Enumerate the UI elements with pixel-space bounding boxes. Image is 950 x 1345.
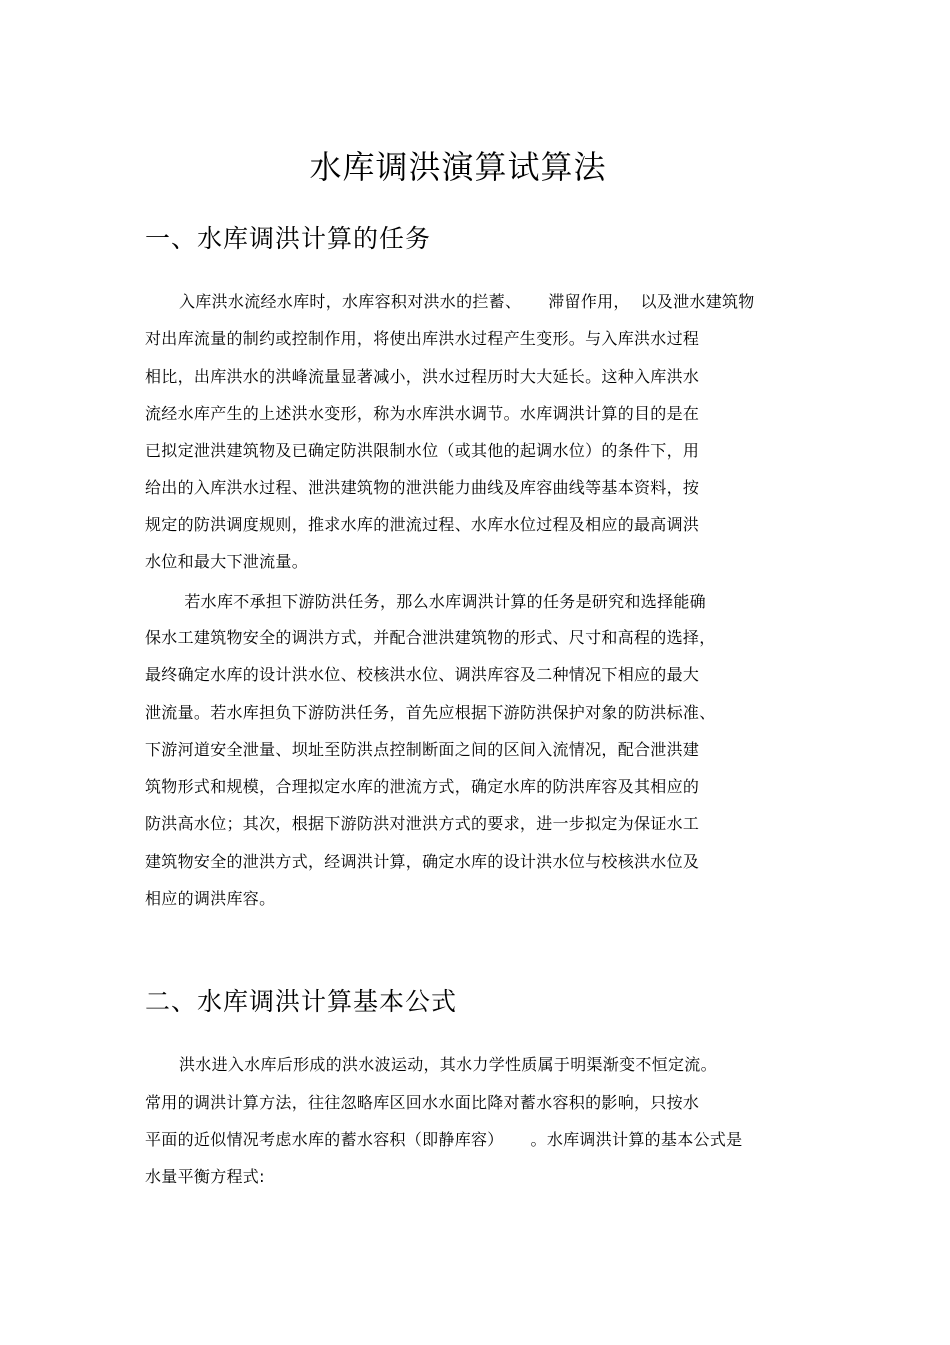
text-line: 防洪高水位；其次，根据下游防洪对泄洪方式的要求，进一步拟定为保证水工: [145, 814, 700, 833]
text-line: 最终确定水库的设计洪水位、校核洪水位、调洪库容及二种情况下相应的最大: [145, 665, 700, 684]
text-line: 给出的入库洪水过程、泄洪建筑物的泄洪能力曲线及库容曲线等基本资料，按: [145, 478, 700, 497]
document-title: 水库调洪演算试算法: [309, 148, 607, 186]
text-line: 常用的调洪计算方法，往往忽略库区回水水面比降对蓄水容积的影响，只按水: [145, 1093, 700, 1112]
text-line: 若水库不承担下游防洪任务，那么水库调洪计算的任务是研究和选择能确: [179, 592, 706, 611]
text-line: 已拟定泄洪建筑物及已确定防洪限制水位（或其他的起调水位）的条件下，用: [145, 441, 700, 460]
text-line: 相应的调洪库容。: [145, 889, 276, 908]
text-line: 泄流量。若水库担负下游防洪任务，首先应根据下游防洪保护对象的防洪标准、: [145, 703, 716, 722]
section-2-heading: 二、水库调洪计算基本公式: [145, 987, 458, 1016]
section-1-heading: 一、水库调洪计算的任务: [145, 224, 432, 253]
text-line: 水位和最大下泄流量。: [145, 552, 309, 571]
text-line: 对出库流量的制约或控制作用，将使出库洪水过程产生变形。与入库洪水过程: [145, 329, 700, 348]
text-line: 保水工建筑物安全的调洪方式，并配合泄洪建筑物的形式、尺寸和高程的选择，: [145, 628, 716, 647]
text-line: 下游河道安全泄量、坝址至防洪点控制断面之间的区间入流情况，配合泄洪建: [145, 740, 700, 759]
text-line: 平面的近似情况考虑水库的蓄水容积（即静库容） 。水库调洪计算的基本公式是: [145, 1130, 743, 1149]
text-line: 相比，出库洪水的洪峰流量显著减小，洪水过程历时大大延长。这种入库洪水: [145, 367, 700, 386]
text-line: 入库洪水流经水库时，水库容积对洪水的拦蓄、 滞留作用， 以及泄水建筑物: [179, 292, 755, 311]
text-line: 流经水库产生的上述洪水变形，称为水库洪水调节。水库调洪计算的目的是在: [145, 404, 700, 423]
text-line: 洪水进入水库后形成的洪水波运动，其水力学性质属于明渠渐变不恒定流。: [179, 1055, 717, 1074]
text-line: 水量平衡方程式:: [145, 1167, 265, 1186]
text-line: 建筑物安全的泄洪方式，经调洪计算，确定水库的设计洪水位与校核洪水位及: [145, 852, 700, 871]
text-line: 规定的防洪调度规则，推求水库的泄流过程、水库水位过程及相应的最高调洪: [145, 515, 700, 534]
text-line: 筑物形式和规模，合理拟定水库的泄流方式，确定水库的防洪库容及其相应的: [145, 777, 700, 796]
